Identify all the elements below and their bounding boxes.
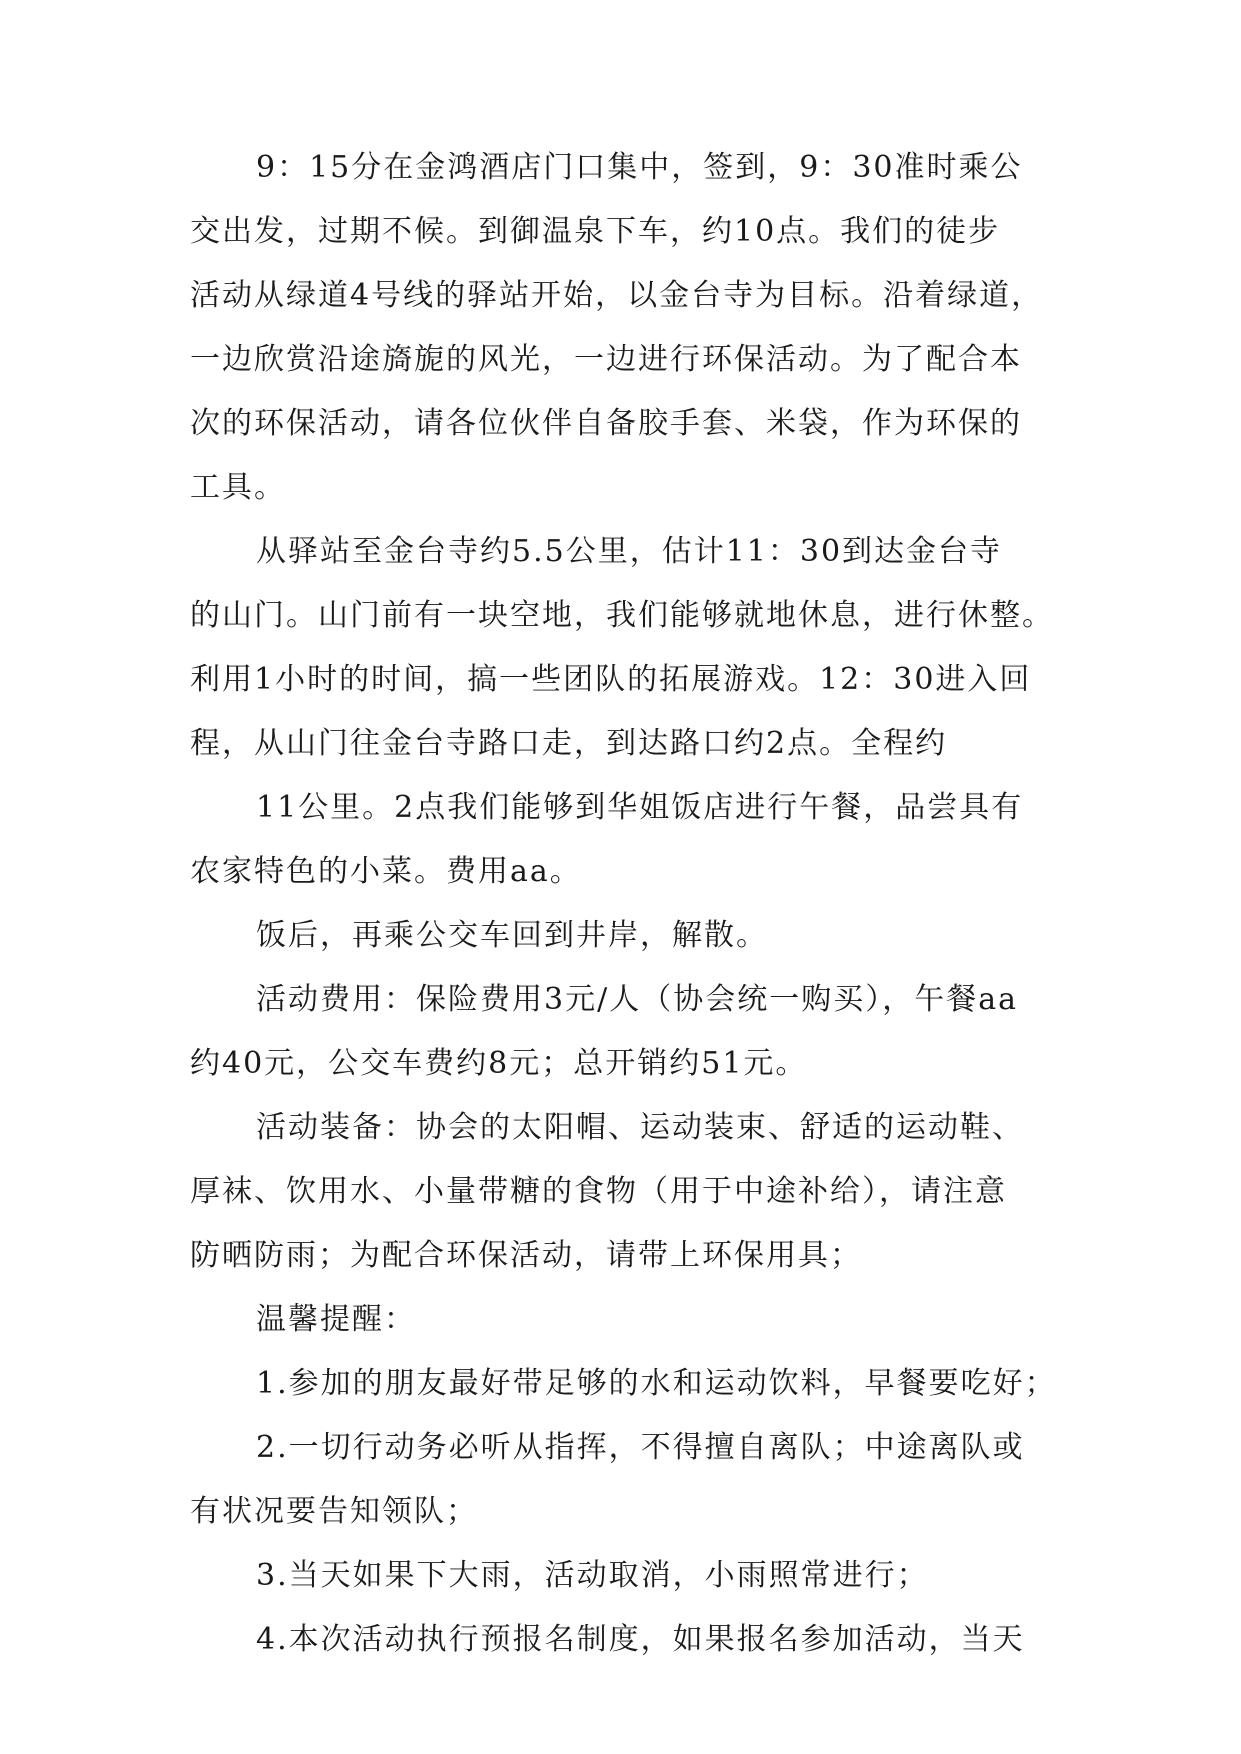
text-line: 温馨提醒：: [256, 1302, 416, 1337]
text-line: 次的环保活动，请各位伙伴自备胶手套、米袋，作为环保的: [190, 406, 1022, 441]
text-line: 防晒防雨；为配合环保活动，请带上环保用具；: [190, 1238, 862, 1273]
text-line: 活动装备：协会的太阳帽、运动装束、舒适的运动鞋、: [256, 1110, 1024, 1145]
text-line: 9：15分在金鸿酒店门口集中，签到，9：30准时乘公: [256, 150, 1023, 185]
text-line: 从驿站至金台寺约5.5公里，估计11：30到达金台寺: [256, 534, 1003, 569]
text-line: 4.本次活动执行预报名制度，如果报名参加活动，当天: [256, 1622, 1025, 1657]
text-line: 程，从山门往金台寺路口走，到达路口约2点。全程约: [190, 726, 948, 761]
text-line: 饭后，再乘公交车回到井岸，解散。: [256, 918, 768, 953]
text-line: 有状况要告知领队；: [190, 1494, 478, 1529]
text-line: 1.参加的朋友最好带足够的水和运动饮料，早餐要吃好；: [256, 1366, 1057, 1401]
text-line: 11公里。2点我们能够到华姐饭店进行午餐，品尝具有: [256, 790, 1024, 825]
text-line: 工具。: [190, 470, 286, 505]
text-line: 一边欣赏沿途旖旎的风光，一边进行环保活动。为了配合本: [190, 342, 1022, 377]
text-line: 农家特色的小菜。费用aa。: [190, 854, 582, 889]
text-line: 交出发，过期不候。到御温泉下车，约10点。我们的徒步: [190, 214, 1001, 249]
text-line: 的山门。山门前有一块空地，我们能够就地休息，进行休整。: [190, 598, 1054, 633]
text-line: 厚袜、饮用水、小量带糖的食物（用于中途补给），请注意: [190, 1174, 1007, 1209]
text-line: 活动从绿道4号线的驿站开始，以金台寺为目标。沿着绿道，: [190, 278, 1044, 313]
text-line: 2.一切行动务必听从指挥，不得擅自离队；中途离队或: [256, 1430, 1025, 1465]
text-line: 利用1小时的时间，搞一些团队的拓展游戏。12：30进入回: [190, 662, 1032, 697]
text-line: 约40元，公交车费约8元；总开销约51元。: [190, 1046, 808, 1081]
text-line: 活动费用：保险费用3元/人（协会统一购买），午餐aa: [256, 982, 1018, 1017]
text-line: 3.当天如果下大雨，活动取消，小雨照常进行；: [256, 1558, 929, 1593]
